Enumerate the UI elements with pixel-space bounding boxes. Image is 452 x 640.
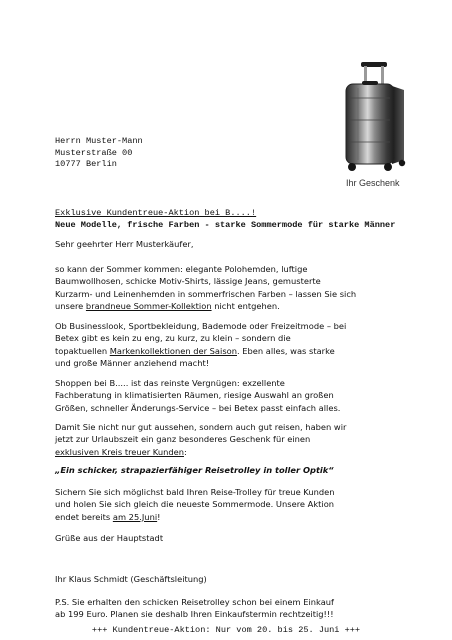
paragraph-gift: Damit Sie nicht nur gut aussehen, sondern auch gut reisen, haben wir jetzt zur Urlaubszeit ein ganz besonderes Geschenk für einen exklusiven Kreis treuer Kunden: <box>55 422 347 457</box>
footer-promo: +++ Kundentreue-Aktion: Nur vom 20. bis 25. Juni +++ <box>91 625 361 635</box>
gift-caption: Ihr Geschenk <box>346 178 400 188</box>
link-deadline-date[interactable]: am 25.Juni <box>112 511 158 522</box>
subject <box>55 208 395 231</box>
suitcase-illustration <box>326 60 426 178</box>
subject-line-2: Neue Modelle, frische Farben - starke Sommermode für starke Männer <box>55 219 396 230</box>
paragraph-summer-collection: so kann der Sommer kommen: elegante Polohemden, luftige Baumwollhosen, schicke Motiv-Shirts, lässige Jeans, gemusterte Kurzarm- und Leinenhemden in sommerfrischen Farben – lassen Sie sich unsere brandneue Sommer-Kollektion nicht entgehen. <box>55 264 357 311</box>
paragraph-deadline: Sichern Sie sich möglichst bald Ihren Reise-Trolley für treue Kunden und holen Sie sich gleich die neueste Sommermode. Unsere Aktion endet bereits am 25.Juni! <box>55 487 335 522</box>
paragraph-shopping: Shoppen bei B..... ist das reinste Vergnügen: exzellente Fachberatung in klimatisierten Räumen, riesige Auswahl an großen Größen, schneller Änderungs-Service – bei Betex passt einfach alles. <box>55 378 341 413</box>
recipient-city: 10777 Berlin <box>55 159 117 170</box>
recipient-name: Herrn Muster-Mann <box>55 136 143 146</box>
salutation: Sehr geehrter Herr Musterkäufer, <box>55 239 194 249</box>
offer-headline: „Ein schicker, strapazierfähiger Reisetrolley in toller Optik“ <box>55 465 334 475</box>
subject-line-1: Exklusive Kundentreue-Aktion bei B....! <box>55 208 257 218</box>
link-sommer-kollektion[interactable]: brandneue Sommer-Kollektion <box>85 300 212 311</box>
link-treue-kunden[interactable]: exklusiven Kreis treuer Kunden <box>55 446 184 457</box>
signature: Ihr Klaus Schmidt (Geschäftsleitung) <box>55 574 207 584</box>
paragraph-styles: Ob Businesslook, Sportbekleidung, Bademode oder Freizeitmode – bei Betex gibt es kein zu eng, zu kurz, zu klein – sondern die topaktuellen Markenkollektionen der Saison. Eben alles, was starke und große Männer anziehend macht! <box>55 321 347 368</box>
recipient-address <box>55 136 143 171</box>
link-markenkollektionen[interactable]: Markenkollektionen der Saison <box>109 345 237 356</box>
closing-greeting: Grüße aus der Hauptstadt <box>55 533 164 543</box>
postscript: P.S. Sie erhalten den schicken Reisetrolley schon bei einem Einkauf ab 199 Euro. Planen sie deshalb Ihren Einkaufstermin rechtzeitig!!! <box>55 597 334 620</box>
recipient-street: Musterstraße 00 <box>55 147 133 158</box>
product-image <box>326 60 426 192</box>
